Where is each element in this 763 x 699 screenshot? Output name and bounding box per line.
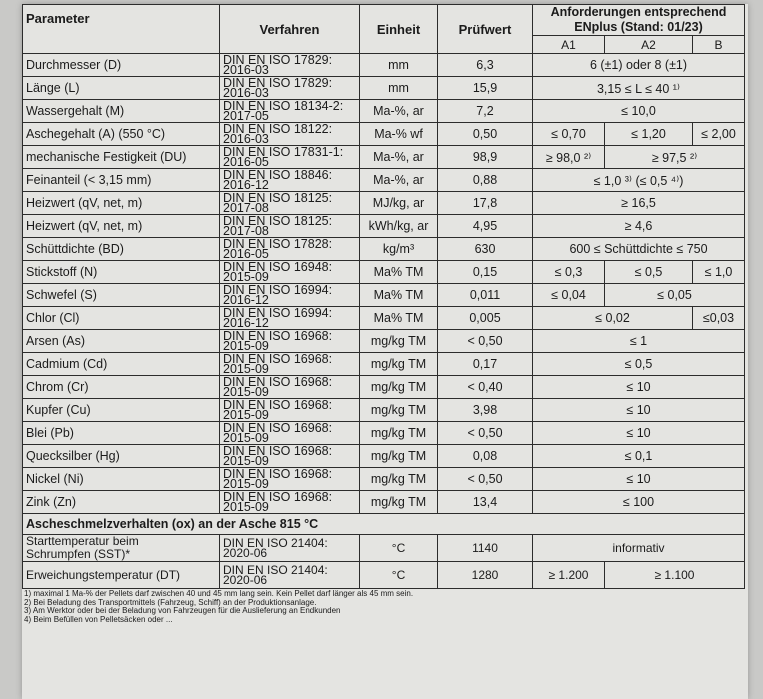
row-requirement: ≤ 0,5 bbox=[605, 261, 693, 284]
row-parameter: Stickstoff (N) bbox=[23, 261, 220, 284]
row-requirement: ≥ 1.200 bbox=[533, 562, 605, 589]
row-requirement: 6 (±1) oder 8 (±1) bbox=[533, 54, 745, 77]
row-einheit: MJ/kg, ar bbox=[360, 192, 438, 215]
table-row bbox=[23, 491, 745, 514]
row-parameter: Durchmesser (D) bbox=[23, 54, 220, 77]
row-verfahren bbox=[220, 100, 360, 123]
verfahren-line: 2020-06 bbox=[223, 573, 268, 587]
row-parameter: Wassergehalt (M) bbox=[23, 100, 220, 123]
row-requirement: ≤0,03 bbox=[693, 307, 745, 330]
verfahren-line: DIN EN ISO 18125: bbox=[223, 191, 333, 205]
verfahren-line: 2016-03 bbox=[223, 132, 269, 146]
row-requirement: ≤ 0,04 bbox=[533, 284, 605, 307]
row-requirement: ≤ 1,0 ³⁾ (≤ 0,5 ⁴⁾) bbox=[533, 169, 745, 192]
row-requirement: ≥ 16,5 bbox=[533, 192, 745, 215]
row-parameter: Feinanteil (< 3,15 mm) bbox=[23, 169, 220, 192]
verfahren-line: DIN EN ISO 21404: bbox=[223, 536, 328, 550]
table-row bbox=[23, 562, 745, 589]
row-einheit: Ma% TM bbox=[360, 284, 438, 307]
table-row bbox=[23, 422, 745, 445]
row-parameter: Schüttdichte (BD) bbox=[23, 238, 220, 261]
verfahren-line: 2015-09 bbox=[223, 454, 269, 468]
row-einheit: °C bbox=[360, 535, 438, 562]
row-pruefwert: < 0,50 bbox=[438, 468, 533, 491]
verfahren-line: DIN EN ISO 16968: bbox=[223, 467, 333, 481]
footnotes bbox=[22, 590, 748, 624]
row-requirement: ≥ 97,5 ²⁾ bbox=[605, 146, 745, 169]
table-row bbox=[23, 169, 745, 192]
verfahren-line: DIN EN ISO 16948: bbox=[223, 260, 333, 274]
verfahren-line: 2015-09 bbox=[223, 270, 269, 284]
row-parameter: Aschegehalt (A) (550 °C) bbox=[23, 123, 220, 146]
row-pruefwert: 1280 bbox=[438, 562, 533, 589]
table-row bbox=[23, 399, 745, 422]
verfahren-line: 2016-03 bbox=[223, 86, 269, 100]
row-pruefwert: 0,50 bbox=[438, 123, 533, 146]
row-verfahren bbox=[220, 330, 360, 353]
row-verfahren bbox=[220, 146, 360, 169]
row-einheit: mg/kg TM bbox=[360, 353, 438, 376]
row-requirement: ≤ 10 bbox=[533, 468, 745, 491]
row-verfahren bbox=[220, 238, 360, 261]
row-pruefwert: 0,005 bbox=[438, 307, 533, 330]
verfahren-line: 2020-06 bbox=[223, 546, 268, 560]
table-row bbox=[23, 215, 745, 238]
table-row bbox=[23, 535, 745, 562]
row-einheit: mg/kg TM bbox=[360, 330, 438, 353]
row-einheit: Ma-% wf bbox=[360, 123, 438, 146]
footnote: 4) Beim Befüllen von Pelletsäcken oder ... bbox=[24, 615, 173, 624]
table-row bbox=[23, 284, 745, 307]
header-class-a1: A1 bbox=[533, 36, 605, 54]
verfahren-line: DIN EN ISO 17829: bbox=[223, 76, 333, 90]
table-row bbox=[23, 100, 745, 123]
row-parameter: Chlor (Cl) bbox=[23, 307, 220, 330]
row-einheit: mm bbox=[360, 54, 438, 77]
row-pruefwert: 13,4 bbox=[438, 491, 533, 514]
row-parameter: Chrom (Cr) bbox=[23, 376, 220, 399]
row-einheit: kg/m³ bbox=[360, 238, 438, 261]
row-pruefwert: 17,8 bbox=[438, 192, 533, 215]
row-einheit: °C bbox=[360, 562, 438, 589]
row-verfahren bbox=[220, 192, 360, 215]
row-einheit: mg/kg TM bbox=[360, 422, 438, 445]
row-pruefwert: 7,2 bbox=[438, 100, 533, 123]
row-einheit: Ma-%, ar bbox=[360, 169, 438, 192]
row-requirement: ≤ 100 bbox=[533, 491, 745, 514]
row-verfahren bbox=[220, 261, 360, 284]
row-requirement: ≤ 0,05 bbox=[605, 284, 745, 307]
row-parameter: Länge (L) bbox=[23, 77, 220, 100]
row-einheit: mg/kg TM bbox=[360, 468, 438, 491]
header-class-b: B bbox=[693, 36, 745, 54]
row-requirement: ≤ 0,5 bbox=[533, 353, 745, 376]
parameter-line: Erweichungstemperatur (DT) bbox=[26, 567, 181, 582]
table-row bbox=[23, 192, 745, 215]
row-requirement: ≤ 10,0 bbox=[533, 100, 745, 123]
row-verfahren bbox=[220, 215, 360, 238]
verfahren-line: DIN EN ISO 16968: bbox=[223, 375, 333, 389]
row-requirement: ≤ 1,0 bbox=[693, 261, 745, 284]
parameter-line: Schrumpfen (SST)* bbox=[26, 547, 131, 561]
row-einheit: mm bbox=[360, 77, 438, 100]
verfahren-line: 2015-09 bbox=[223, 385, 269, 399]
row-einheit: Ma% TM bbox=[360, 307, 438, 330]
verfahren-line: 2016-05 bbox=[223, 247, 269, 261]
table-row bbox=[23, 307, 745, 330]
verfahren-line: DIN EN ISO 16968: bbox=[223, 329, 333, 343]
header-anforderungen-line1: Anforderungen entsprechend bbox=[550, 5, 727, 19]
row-einheit: mg/kg TM bbox=[360, 491, 438, 514]
row-verfahren bbox=[220, 54, 360, 77]
verfahren-line: DIN EN ISO 16994: bbox=[223, 306, 333, 320]
verfahren-line: 2017-08 bbox=[223, 224, 269, 238]
verfahren-line: 2015-09 bbox=[223, 477, 269, 491]
verfahren-line: DIN EN ISO 17828: bbox=[223, 237, 333, 251]
row-requirement: ≤ 0,3 bbox=[533, 261, 605, 284]
header-anforderungen-line2: ENplus (Stand: 01/23) bbox=[574, 20, 703, 34]
row-einheit: Ma% TM bbox=[360, 261, 438, 284]
table-row bbox=[23, 261, 745, 284]
row-parameter: Schwefel (S) bbox=[23, 284, 220, 307]
row-requirement: 3,15 ≤ L ≤ 40 ¹⁾ bbox=[533, 77, 745, 100]
header-class-a2: A2 bbox=[605, 36, 693, 54]
row-parameter: Heizwert (qV, net, m) bbox=[23, 215, 220, 238]
row-parameter: Heizwert (qV, net, m) bbox=[23, 192, 220, 215]
row-pruefwert: 15,9 bbox=[438, 77, 533, 100]
verfahren-line: DIN EN ISO 18125: bbox=[223, 214, 333, 228]
header-parameter: Parameter bbox=[23, 5, 220, 54]
row-pruefwert: < 0,50 bbox=[438, 422, 533, 445]
row-verfahren bbox=[220, 399, 360, 422]
row-pruefwert: 6,3 bbox=[438, 54, 533, 77]
header-pruefwert: Prüfwert bbox=[438, 5, 533, 54]
verfahren-line: 2015-09 bbox=[223, 339, 269, 353]
row-pruefwert: 0,88 bbox=[438, 169, 533, 192]
row-pruefwert: 1140 bbox=[438, 535, 533, 562]
row-requirement: ≤ 10 bbox=[533, 422, 745, 445]
verfahren-line: DIN EN ISO 21404: bbox=[223, 563, 328, 577]
test-report-sheet bbox=[22, 4, 748, 699]
row-pruefwert: 630 bbox=[438, 238, 533, 261]
header-einheit: Einheit bbox=[360, 5, 438, 54]
row-parameter: Nickel (Ni) bbox=[23, 468, 220, 491]
footnote: 3) Am Werktor oder bei der Beladung von Fahrzeugen für die Auslieferung an Endkunden bbox=[24, 607, 341, 616]
footnote: 2) Bei Beladung des Transportmittels (Fahrzeug, Schiff) an der Produktionsanlage. bbox=[24, 598, 317, 607]
row-requirement: ≤ 1 bbox=[533, 330, 745, 353]
row-parameter: Kupfer (Cu) bbox=[23, 399, 220, 422]
table-row bbox=[23, 353, 745, 376]
row-requirement: 600 ≤ Schüttdichte ≤ 750 bbox=[533, 238, 745, 261]
row-verfahren bbox=[220, 535, 360, 562]
verfahren-line: 2016-12 bbox=[223, 316, 269, 330]
footnote: 1) maximal 1 Ma-% der Pellets darf zwischen 40 und 45 mm lang sein. Kein Pellet darf länger als 45 mm sein. bbox=[24, 590, 414, 598]
row-einheit: kWh/kg, ar bbox=[360, 215, 438, 238]
row-verfahren bbox=[220, 353, 360, 376]
row-pruefwert: 0,08 bbox=[438, 445, 533, 468]
row-parameter: Blei (Pb) bbox=[23, 422, 220, 445]
row-parameter: Arsen (As) bbox=[23, 330, 220, 353]
verfahren-line: 2015-09 bbox=[223, 362, 269, 376]
row-pruefwert: 0,011 bbox=[438, 284, 533, 307]
table-row bbox=[23, 376, 745, 399]
verfahren-line: DIN EN ISO 16968: bbox=[223, 444, 333, 458]
table-row bbox=[23, 238, 745, 261]
row-verfahren bbox=[220, 169, 360, 192]
row-requirement: ≤ 0,02 bbox=[533, 307, 693, 330]
row-verfahren bbox=[220, 77, 360, 100]
row-pruefwert: 3,98 bbox=[438, 399, 533, 422]
verfahren-line: DIN EN ISO 18122: bbox=[223, 122, 333, 136]
row-pruefwert: 0,17 bbox=[438, 353, 533, 376]
verfahren-line: 2015-09 bbox=[223, 500, 269, 514]
row-parameter bbox=[23, 562, 220, 589]
row-requirement: ≥ 1.100 bbox=[605, 562, 745, 589]
verfahren-line: 2016-03 bbox=[223, 63, 269, 77]
verfahren-line: DIN EN ISO 18846: bbox=[223, 168, 333, 182]
verfahren-line: 2016-12 bbox=[223, 178, 269, 192]
verfahren-line: DIN EN ISO 16968: bbox=[223, 421, 333, 435]
row-verfahren bbox=[220, 468, 360, 491]
verfahren-line: 2016-12 bbox=[223, 293, 269, 307]
verfahren-line: 2017-08 bbox=[223, 201, 269, 215]
row-parameter: Zink (Zn) bbox=[23, 491, 220, 514]
row-requirement: informativ bbox=[533, 535, 745, 562]
verfahren-line: DIN EN ISO 17831-1: bbox=[223, 145, 344, 159]
row-verfahren bbox=[220, 376, 360, 399]
parameter-line: Starttemperatur beim bbox=[26, 534, 139, 548]
header-verfahren: Verfahren bbox=[220, 5, 360, 54]
table-row bbox=[23, 77, 745, 100]
row-requirement: ≤ 0,70 bbox=[533, 123, 605, 146]
row-parameter: Quecksilber (Hg) bbox=[23, 445, 220, 468]
row-verfahren bbox=[220, 307, 360, 330]
row-parameter: Cadmium (Cd) bbox=[23, 353, 220, 376]
section-title: Ascheschmelzverhalten (ox) an der Asche 815 °C bbox=[23, 514, 745, 535]
row-pruefwert: < 0,50 bbox=[438, 330, 533, 353]
row-requirement: ≤ 2,00 bbox=[693, 123, 745, 146]
row-pruefwert: 4,95 bbox=[438, 215, 533, 238]
row-verfahren bbox=[220, 445, 360, 468]
row-einheit: mg/kg TM bbox=[360, 445, 438, 468]
row-einheit: mg/kg TM bbox=[360, 376, 438, 399]
verfahren-line: DIN EN ISO 16968: bbox=[223, 490, 333, 504]
row-verfahren bbox=[220, 422, 360, 445]
verfahren-line: 2016-05 bbox=[223, 155, 269, 169]
row-verfahren bbox=[220, 562, 360, 589]
table-row bbox=[23, 54, 745, 77]
row-requirement: ≤ 0,1 bbox=[533, 445, 745, 468]
table-row bbox=[23, 468, 745, 491]
row-requirement: ≤ 10 bbox=[533, 376, 745, 399]
row-verfahren bbox=[220, 284, 360, 307]
verfahren-line: DIN EN ISO 16968: bbox=[223, 398, 333, 412]
row-pruefwert: 98,9 bbox=[438, 146, 533, 169]
row-pruefwert: < 0,40 bbox=[438, 376, 533, 399]
row-requirement: ≥ 4,6 bbox=[533, 215, 745, 238]
verfahren-line: 2015-09 bbox=[223, 408, 269, 422]
table-row bbox=[23, 445, 745, 468]
row-einheit: Ma-%, ar bbox=[360, 100, 438, 123]
row-requirement: ≤ 10 bbox=[533, 399, 745, 422]
table-row bbox=[23, 330, 745, 353]
row-verfahren bbox=[220, 123, 360, 146]
row-requirement: ≥ 98,0 ²⁾ bbox=[533, 146, 605, 169]
verfahren-line: 2017-05 bbox=[223, 109, 269, 123]
header-anforderungen bbox=[533, 5, 745, 36]
row-einheit: Ma-%, ar bbox=[360, 146, 438, 169]
table-row bbox=[23, 123, 745, 146]
row-parameter bbox=[23, 535, 220, 562]
row-parameter: mechanische Festigkeit (DU) bbox=[23, 146, 220, 169]
verfahren-line: DIN EN ISO 17829: bbox=[223, 53, 333, 67]
verfahren-line: DIN EN ISO 16968: bbox=[223, 352, 333, 366]
verfahren-line: DIN EN ISO 16994: bbox=[223, 283, 333, 297]
verfahren-line: 2015-09 bbox=[223, 431, 269, 445]
row-pruefwert: 0,15 bbox=[438, 261, 533, 284]
pellet-spec-table bbox=[22, 4, 745, 589]
table-row bbox=[23, 146, 745, 169]
section-row bbox=[23, 514, 745, 535]
verfahren-line: DIN EN ISO 18134-2: bbox=[223, 99, 344, 113]
row-einheit: mg/kg TM bbox=[360, 399, 438, 422]
row-verfahren bbox=[220, 491, 360, 514]
row-requirement: ≤ 1,20 bbox=[605, 123, 693, 146]
